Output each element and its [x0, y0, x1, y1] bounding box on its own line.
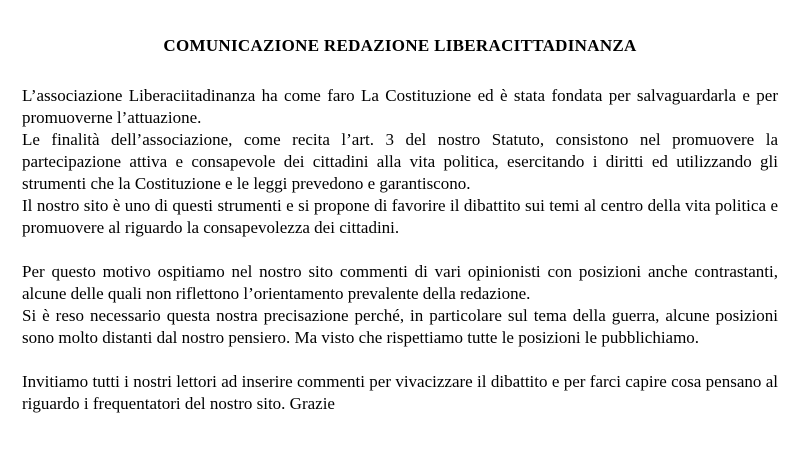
paragraph-site-purpose: Il nostro sito è uno di questi strumenti e si propone di favorire il dibattito sui temi al centro della vita politica e promuovere al riguardo la consapevolezza dei cittadini. — [22, 196, 778, 237]
paragraph-association-intro: L’associazione Liberaciitadinanza ha come faro La Costituzione ed è stata fondata per salvaguardarla e per promuoverne l’attuazione. — [22, 86, 778, 127]
paragraph-opinionists: Per questo motivo ospitiamo nel nostro sito commenti di vari opinionisti con posizioni anche contrastanti, alcune delle quali non riflettono l’orientamento prevalente della redazione. — [22, 262, 778, 303]
paragraph-statute-goals: Le finalità dell’associazione, come recita l’art. 3 del nostro Statuto, consistono nel promuovere la partecipazione attiva e consapevole dei cittadini alla vita politica, esercitando i diritti ed utilizzando gli strumenti che la Costituzione e le leggi prevedono e garantiscono. — [22, 130, 778, 193]
paragraph-precisazione: Si è reso necessario questa nostra precisazione perché, in particolare sul tema della guerra, alcune posizioni sono molto distanti dal nostro pensiero. Ma visto che rispettiamo tutte le posizioni le pubblichiamo. — [22, 306, 778, 347]
paragraph-invitation: Invitiamo tutti i nostri lettori ad inserire commenti per vivacizzare il dibattito e per farci capire cosa pensano al riguardo i frequentatori del nostro sito. Grazie — [22, 372, 778, 413]
page-title: COMUNICAZIONE REDAZIONE LIBERACITTADINANZA — [163, 36, 637, 55]
